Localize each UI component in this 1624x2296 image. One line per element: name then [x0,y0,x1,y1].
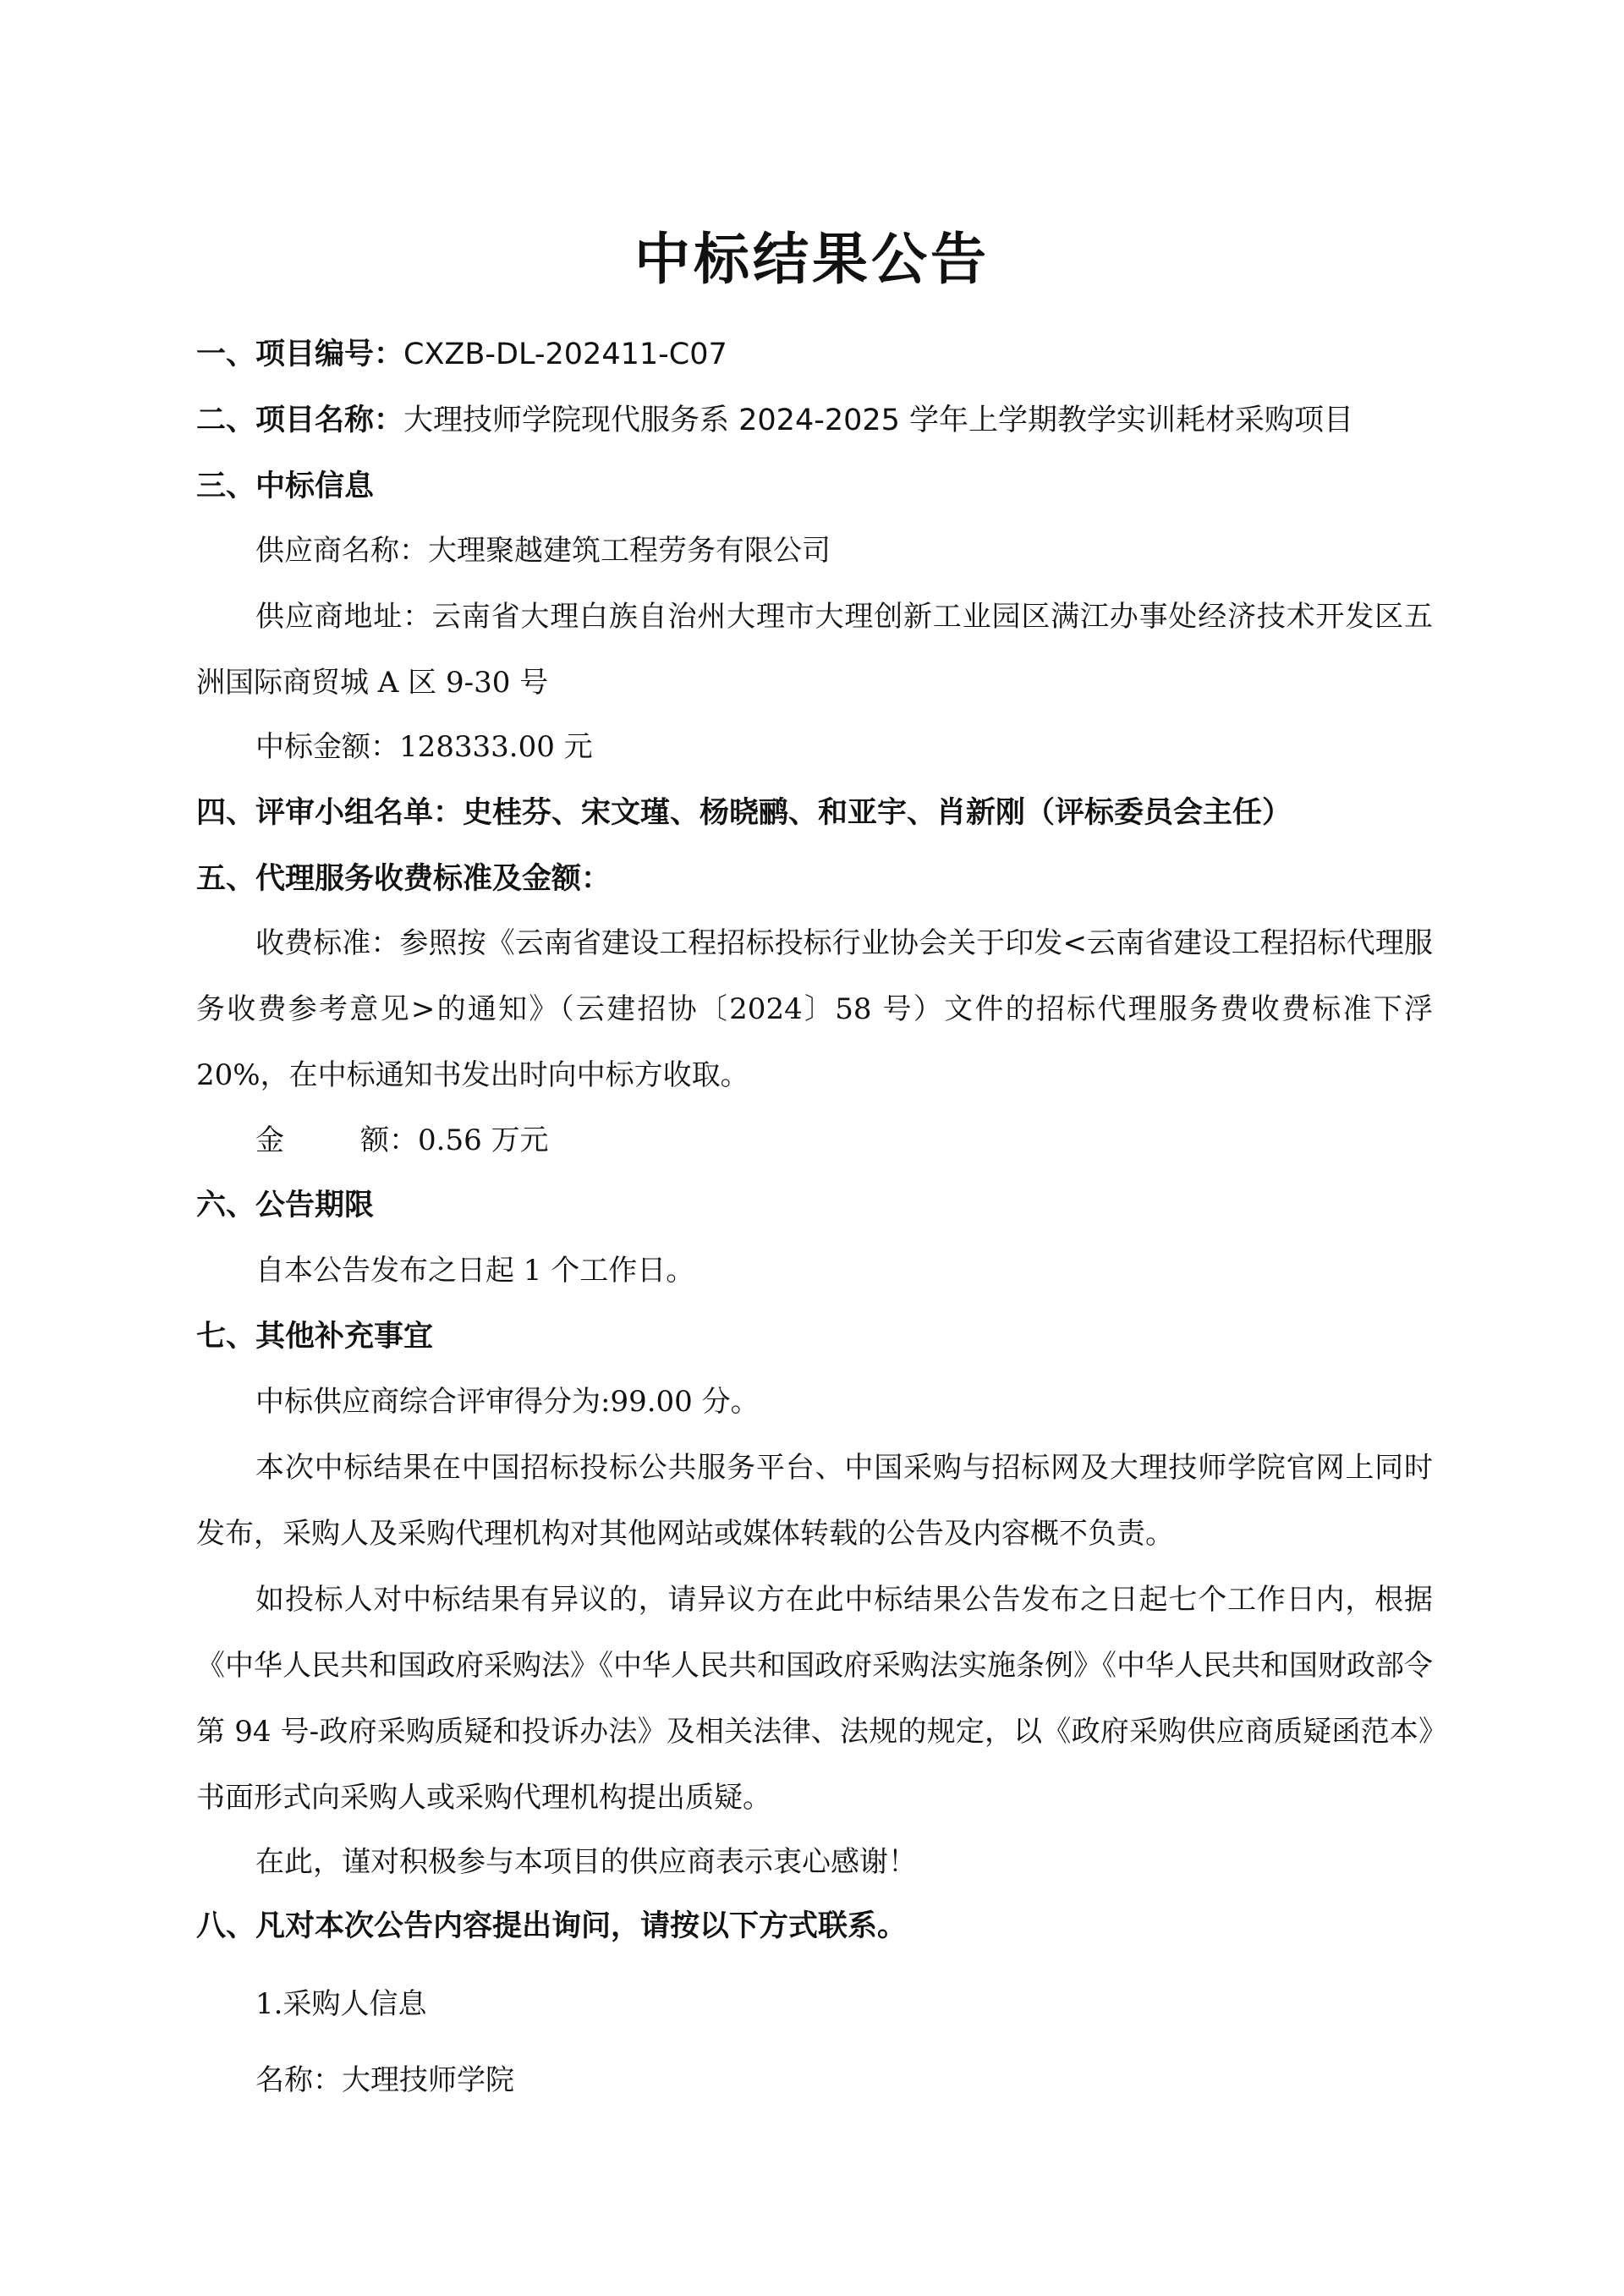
project-name [196,399,1431,442]
winning-amount: 中标金额：128333.00 元 [255,730,593,764]
project-number [196,333,1431,376]
buyer-info-heading: 1.采购人信息 [255,1987,427,2021]
buyer-name: 名称：大理技师学院 [255,2063,514,2097]
section-agency-fee: 五、代理服务收费标准及金额： [196,862,612,896]
fee-amount [255,1119,1431,1162]
publish-statement: 本次中标结果在中国招标投标公共服务平台、中国采购与招标网及大理技师学院官网上同时发布，采购人及采购代理机构对其他网站或媒体转载的公告及内容概不负责。 [196,1451,1433,1551]
review-panel [196,792,1431,834]
project-number-value: CXZB-DL-202411-C07 [403,338,727,371]
thanks-statement: 在此，谨对积极参与本项目的供应商表示衷心感谢！ [255,1845,917,1879]
objection-statement: 如投标人对中标结果有异议的，请异议方在此中标结果公告发布之日起七个工作日内，根据《中华人民共和国政府采购法》《中华人民共和国政府采购法实施条例》《中华人民共和国财政部令第 94 号-政府采购质疑和投诉办法》及相关法律、法规的规定，以《政府采购供应商质疑函范本》书面形式向采购人或采购代理机构提出质疑。 [196,1583,1433,1815]
page-title: 中标结果公告 [634,227,990,292]
section-winning-info: 三、中标信息 [196,470,375,503]
project-name-label: 二、项目名称： [196,404,404,437]
project-number-label: 一、项目编号： [196,338,404,371]
project-name-value: 大理技师学院现代服务系 2024-2025 学年上学期教学实训耗材采购项目 [403,404,1354,437]
fee-amount-label-b: 额：0.56 万元 [360,1123,549,1157]
fee-standard: 收费标准：参照按《云南省建设工程招标投标行业协会关于印发<云南省建设工程招标代理服务收费参考意见>的通知》（云建招协〔2024〕58 号）文件的招标代理服务费收费标准下浮 20%，在中标通知书发出时向中标方收取。 [196,926,1433,1092]
supplier-name: 供应商名称：大理聚越建筑工程劳务有限公司 [255,534,831,568]
fee-amount-label-a: 金 [255,1123,284,1157]
notice-period-text: 自本公告发布之日起 1 个工作日。 [255,1254,695,1288]
review-score: 中标供应商综合评审得分为:99.00 分。 [255,1385,760,1419]
review-panel-members: 史桂芬、宋文瑾、杨晓鹂、和亚宇、肖新刚（评标委员会主任） [463,796,1292,830]
supplier-address: 供应商地址：云南省大理白族自治州大理市大理创新工业园区满江办事处经济技术开发区五洲国际商贸城 A 区 9-30 号 [196,600,1433,700]
section-other-matters: 七、其他补充事宜 [196,1320,434,1354]
review-panel-label: 四、评审小组名单： [196,796,464,830]
section-contact: 八、凡对本次公告内容提出询问，请按以下方式联系。 [196,1909,908,1943]
section-notice-period: 六、公告期限 [196,1189,375,1222]
